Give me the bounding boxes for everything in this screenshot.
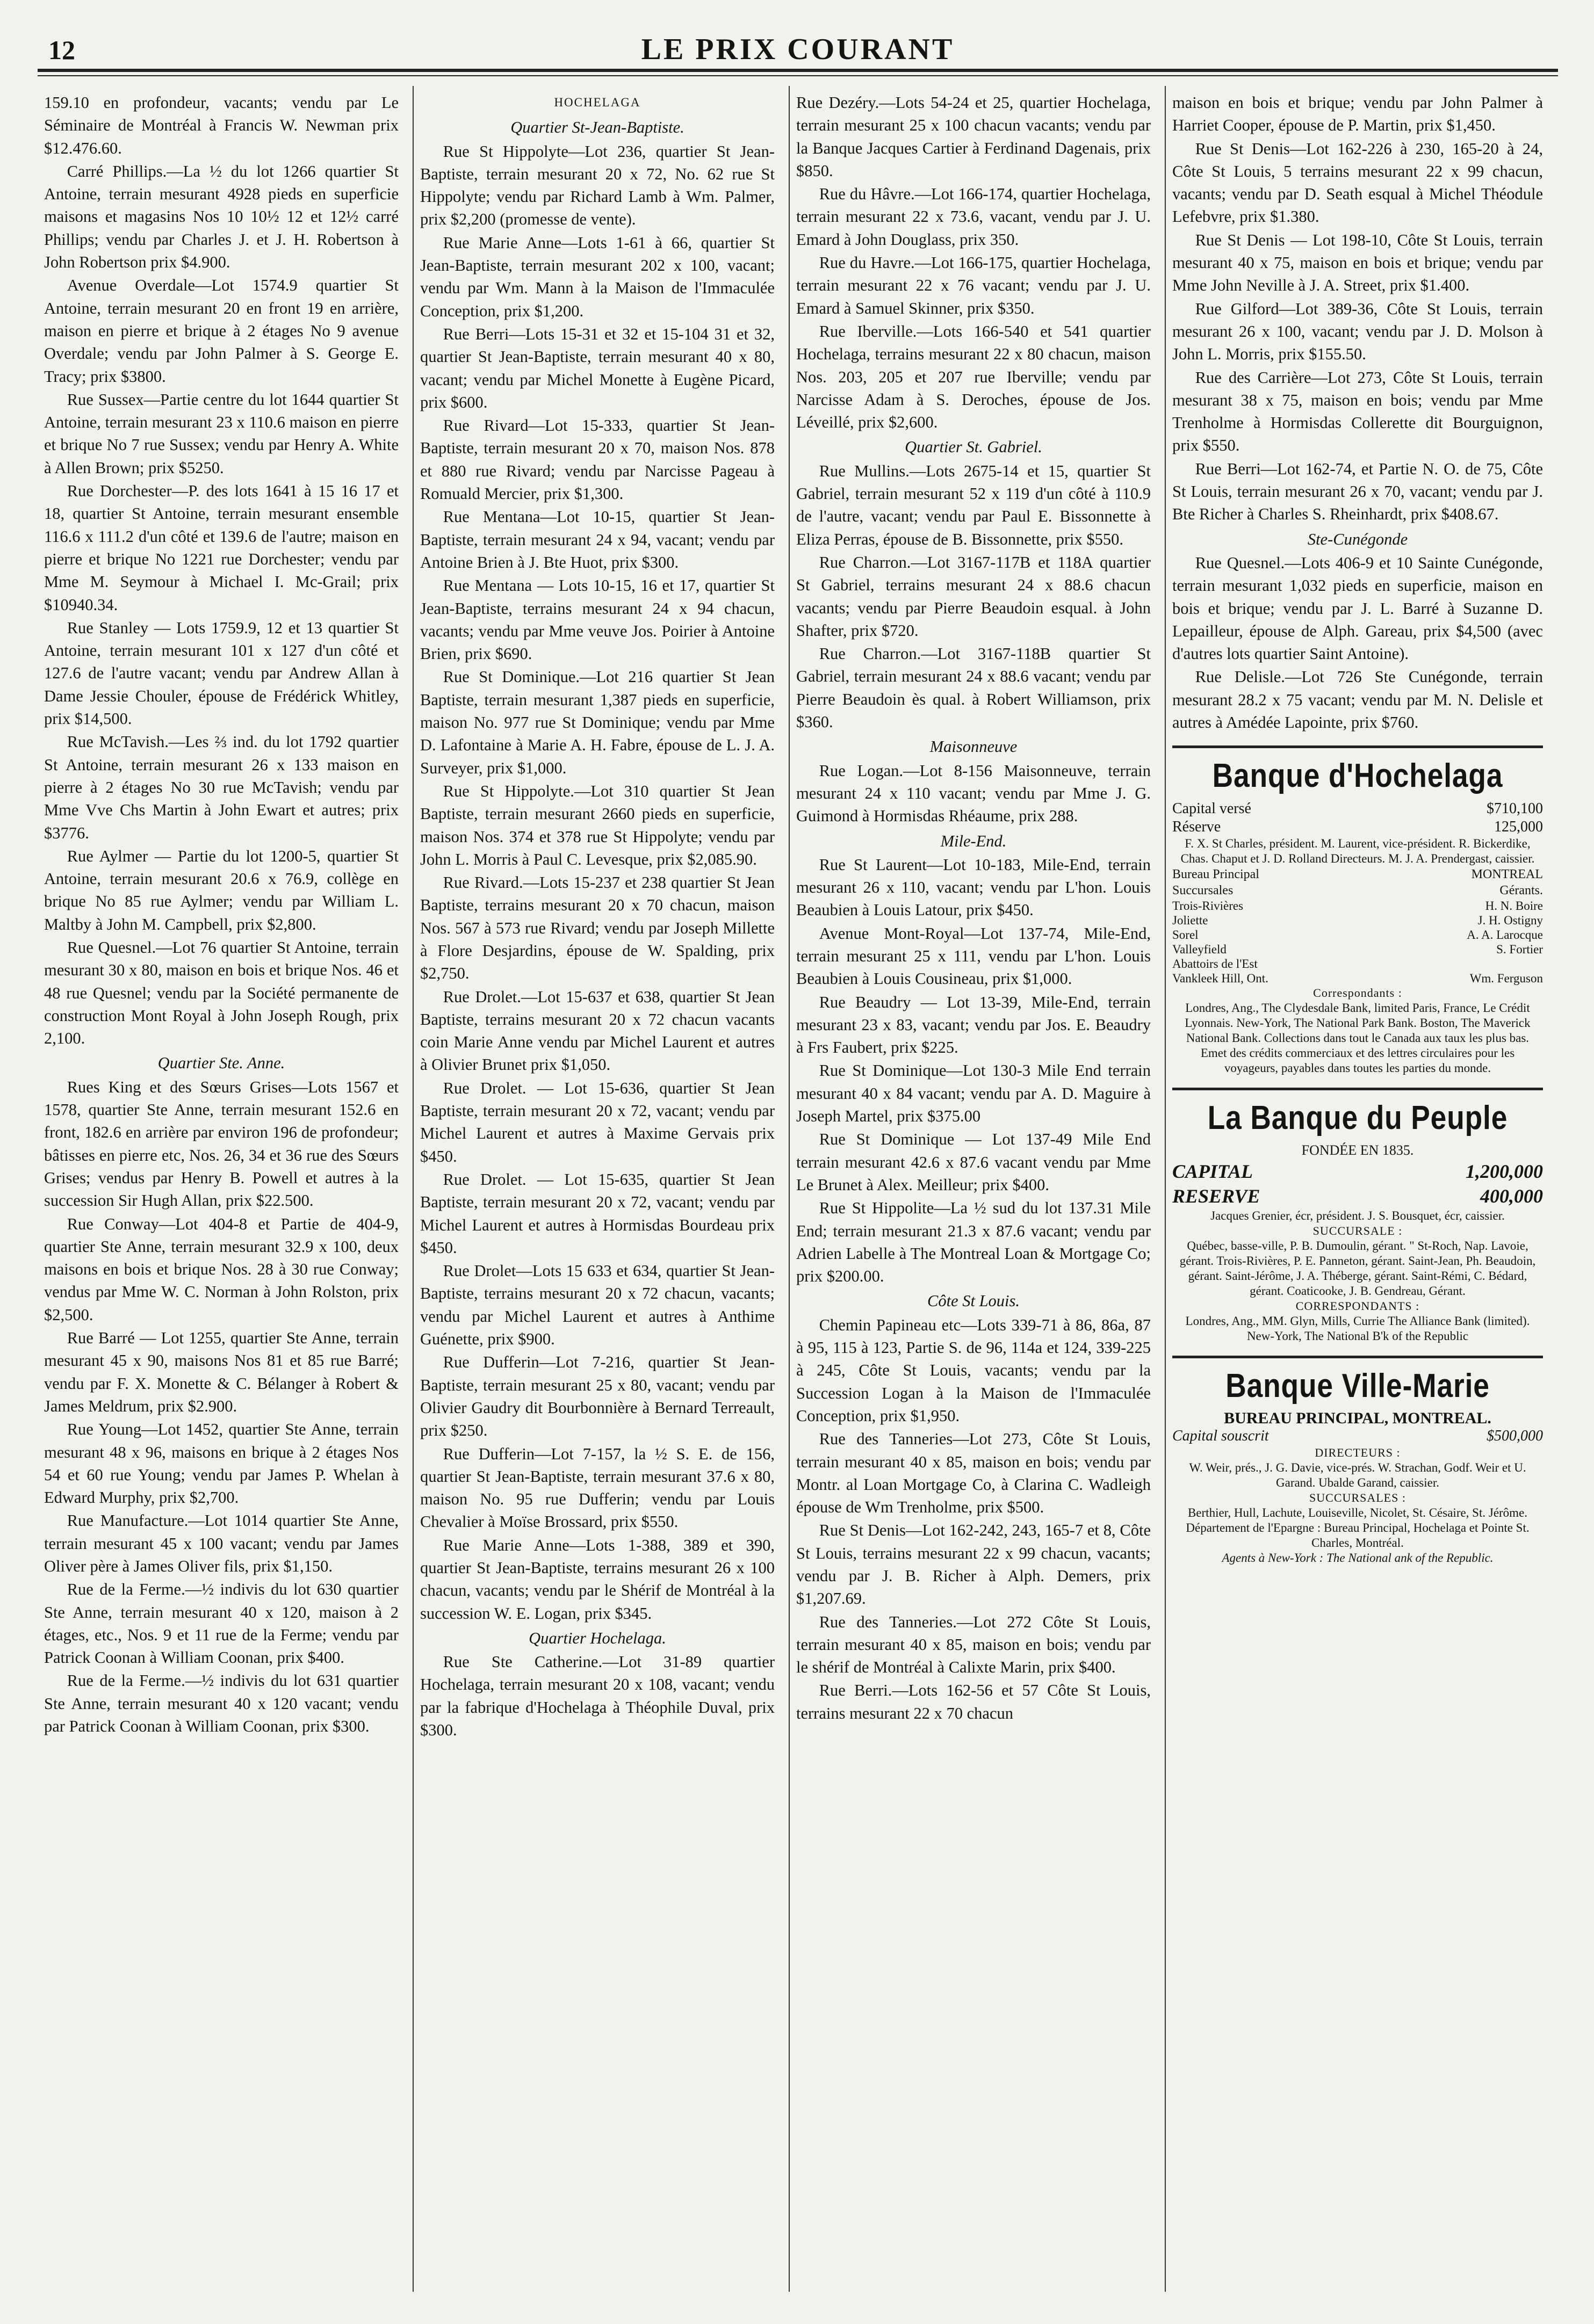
branch-city: Trois-Rivières [1172, 899, 1244, 913]
succursale-label: SUCCURSALE : [1312, 1224, 1403, 1238]
listing-entry: Rue Dorchester—P. des lots 1641 à 15 16 17 et 18, quartier St Antoine, terrain mesurant ensemble 116.6 x 111.2 d'un côté et 139.6 de l'autre; maison en pierre et brique No 1221 rue Dorchester; vendu par Mme M. Seymour à Michael I. Mc-Grail; prix $10940.34. [44, 482, 399, 614]
succursales-text: Berthier, Hull, Lachute, Louiseville, Nicolet, St. Césaire, St. Jérôme. [1187, 1506, 1528, 1520]
directors-text: W. Weir, prés., J. G. Davie, vice-prés. W. Strachan, Godf. Weir et U. Garand. Ubalde Garand, caissier. [1189, 1461, 1526, 1490]
column-3 [796, 91, 1151, 1725]
listing-entry: Rue St Denis—Lot 162-226 à 230, 165-20 à 24, Côte St Louis, 5 terrains mesurant 22 x 99 chacun, vacants; vendu par D. Seath esqual à Michel Théodule Lefebvre, prix $1.380. [1172, 139, 1543, 226]
listing-entry: Rue St Laurent—Lot 10-183, Mile-End, terrain mesurant 26 x 110, vacant; vendu par L'hon. Louis Beaubien à Louis Latour, prix $450. [796, 855, 1151, 920]
advertisement-banque-ville-marie [1172, 1356, 1543, 1566]
listing-entry: Avenue Mont-Royal—Lot 137-74, Mile-End, terrain mesurant 25 x 111, vendu par L'hon. Louis Beaubien à Louis Cousineau, prix $1,000. [796, 924, 1151, 988]
branch-row [1172, 899, 1543, 913]
bureau-line: BUREAU PRINCIPAL, MONTREAL. [1224, 1409, 1491, 1428]
reserve-row: RESERVE 400,000 [1172, 1185, 1543, 1207]
listing-entry: Rue Logan.—Lot 8-156 Maisonneuve, terrain mesurant 24 x 110 vacant; vendu par Mme J. G. Guimond à Hormisdas Rhéaume, prix 288. [796, 761, 1151, 826]
listing-entry: Rue St Dominique — Lot 137-49 Mile End terrain mesurant 42.6 x 87.6 vacant vendu par Mme Le Brunet à Alex. Meilleur; prix $400. [796, 1130, 1151, 1194]
section-heading: Maisonneuve [929, 737, 1018, 756]
reserve-row: Réserve 125,000 [1172, 819, 1543, 836]
section-heading: Quartier Hochelaga. [529, 1628, 666, 1647]
listing-entry: Rue de la Ferme.—½ indivis du lot 630 quartier Ste Anne, terrain mesurant 40 x 120, maison à 2 étages, etc., Nos. 9 et 11 rue de la Ferme; vendu par Patrick Coonan à William Coonan, prix $400. [44, 1580, 399, 1667]
column-4 [1172, 91, 1543, 1566]
listing-entry: Rue Aylmer — Partie du lot 1200-5, quartier St Antoine, terrain mesurant 20.6 x 76.9, collège en brique No 85 rue Aylmer; vendu par William L. Maltby à John M. Campbell, prix $2,800. [44, 846, 399, 933]
listing-entry: Rue Dezéry.—Lots 54-24 et 25, quartier Hochelaga, terrain mesurant 25 x 100 chacun vacants; vendu par la Banque Jacques Cartier à Ferdinand Dagenais, prix $850. [796, 93, 1151, 180]
newspaper-title: LE PRIX COURANT [641, 33, 955, 66]
listing-entry: Rue Drolet—Lots 15 633 et 634, quartier St Jean-Baptiste, terrains mesurant 20 x 72 chacun, vacants; vendu par Michel Laurent et autres à Anthime Guénette, prix $900. [420, 1262, 775, 1349]
branch-row [1172, 913, 1543, 928]
epargne-text: Département de l'Epargne : Bureau Principal, Hochelaga et Pointe St. Charles, Montréal. [1186, 1521, 1530, 1550]
advertisement-banque-hochelaga [1172, 745, 1543, 1076]
listing-entry: Avenue Overdale—Lot 1574.9 quartier St Antoine, terrain mesurant 20 en front 19 en arrière, maison en pierre et brique à 2 étages No 9 avenue Overdale; vendu par John Palmer à S. George E. Tracy; prix $3800. [44, 276, 399, 386]
listing-entry: Rue Charron.—Lot 3167-117B et 118A quartier St Gabriel, terrains mesurant 24 x 88.6 chacun vacants; vendu par Pierre Beaudoin esqual. à John Shafter, prix $720. [796, 553, 1151, 640]
branch-manager: J. H. Ostigny [1477, 914, 1543, 928]
listing-entry: Rue St Hippolyte—Lot 236, quartier St Jean-Baptiste, terrain mesurant 20 x 72, No. 62 rue St Hippolyte; vendu par Richard Lamb à Wm. Palmer, prix $2,200 (promesse de vente). [420, 142, 775, 229]
listing-entry: Rue Dufferin—Lot 7-157, la ½ S. E. de 156, quartier St Jean-Baptiste, terrain mesurant 37.6 x 80, maison No. 95 rue Dufferin; vendu par Louis Chevalier à Moïse Brossard, prix $550. [420, 1444, 775, 1531]
listing-entry: Rues King et des Sœurs Grises—Lots 1567 et 1578, quartier Ste Anne, terrain mesurant 152.6 en front, 182.6 en arrière par environ 196 de profondeur; bâtisses en pierre etc, Nos. 26, 34 et 36 rue des Sœurs Grises; vendus par Henry B. Powell et autres à la succession Sir Hugh Allan, prix $22.500. [44, 1077, 399, 1210]
listing-entry: Rue Rivard—Lot 15-333, quartier St Jean-Baptiste, terrain mesurant 20 x 70, maison Nos. 878 et 880 rue Rivard; vendu par Narcisse Pageau à Romuald Mercier, prix $1,300. [420, 416, 775, 503]
listing-entry: Rue Delisle.—Lot 726 Ste Cunégonde, terrain mesurant 28.2 x 75 vacant; vendu par M. N. Delisle et autres à Amédée Lapointe, prix $760. [1172, 668, 1543, 732]
listing-entry: Rue Drolet. — Lot 15-635, quartier St Jean Baptiste, terrain mesurant 20 x 72, vacant; vendu par Michel Laurent et autres à Hormisdas Bourdeau prix $450. [420, 1170, 775, 1257]
column-1 [44, 91, 399, 1737]
agents-text: Agents à New-York : The National ank of the Republic. [1222, 1551, 1494, 1565]
bank-directors: F. X. St Charles, président. M. Laurent, vice-président. R. Bickerdike, Chas. Chaput et J. D. Rolland Directeurs. M. J. A. Prendergast, caissier. [1180, 837, 1535, 866]
listing-entry: Rue St Hippolite—La ½ sud du lot 137.31 Mile End; terrain mesurant 21.3 x 87.6 vacant; vendu par Adrien Labelle à The Montreal Loan & Mortgage Co; prix $200.00. [796, 1199, 1151, 1286]
capital-row: Capital souscrit $500,000 [1172, 1428, 1543, 1445]
listing-entry: 159.10 en profondeur, vacants; vendu par Le Séminaire de Montréal à Francis W. Newman prix $12.476.60. [44, 93, 399, 157]
section-heading: Quartier Ste. Anne. [157, 1054, 285, 1073]
listing-entry: Rue Drolet. — Lot 15-636, quartier St Jean Baptiste, terrain mesurant 20 x 72, vacant; vendu par Michel Laurent et autres à Maxime Gervais prix $450. [420, 1078, 775, 1165]
bank-name: La Banque du Peuple [1207, 1099, 1508, 1137]
listing-entry: Rue St Dominique.—Lot 216 quartier St Jean Baptiste, terrain mesurant 1,387 pieds en superficie, maison No. 977 rue St Dominique; vendu par Mme D. Lafontaine à Marie A. H. Fabre, épouse de L. J. A. Surveyer, prix $1,000. [420, 668, 775, 777]
header-rule [38, 69, 1558, 72]
page-number: 12 [48, 35, 75, 65]
listing-entry: Rue McTavish.—Les ⅔ ind. du lot 1792 quartier St Antoine, terrain mesurant 26 x 133 maison en pierre à 2 étages No 30 rue McTavish; vendu par Mme Vve Chs Martin à John Ewart et autres; prix $3776. [44, 733, 399, 842]
correspondents-label: Correspondants : [1313, 986, 1402, 1000]
listing-entry: Rue Conway—Lot 404-8 et Partie de 404-9, quartier Ste Anne, terrain mesurant 32.9 x 100, deux maisons en bois et brique Nos. 28 à 30 rue Conway; vendus par Mme W. C. Norman à John Rolston, prix $2,500. [44, 1214, 399, 1324]
listing-entry: Rue du Hâvre.—Lot 166-174, quartier Hochelaga, terrain mesurant 22 x 73.6, vacant, vendu par J. U. Emard à John Douglass, prix 350. [796, 185, 1151, 249]
correspondents-label: CORRESPONDANTS : [1295, 1299, 1420, 1313]
page-header [38, 23, 1558, 66]
listing-entry: Rue Rivard.—Lots 15-237 et 238 quartier St Jean Baptiste, terrains mesurant 20 x 70 chacun, maison Nos. 567 à 573 rue Rivard; vendu par Joseph Millette à Flore Desjardins, épouse de W. Spalding, prix $2,750. [420, 873, 775, 983]
listing-entry: Rue Quesnel.—Lot 76 quartier St Antoine, terrain mesurant 30 x 80, maison en bois et brique Nos. 46 et 48 rue Quesnel; vendu par la Société permanente de construction Mont Royal à John Joseph Rough, prix 2,100. [44, 938, 399, 1048]
listing-entry: Rue Sussex—Partie centre du lot 1644 quartier St Antoine, terrain mesurant 23 x 110.6 maison en pierre et brique No 7 rue Sussex; vendu par Henry A. White à Allen Brown; prix $5250. [44, 390, 399, 477]
listing-entry: Rue St Denis—Lot 162-242, 243, 165-7 et 8, Côte St Louis, terrains mesurant 22 x 99 chacun, vacants; vendu par J. B. Richer à Alph. Demers, prix $1,207.69. [796, 1521, 1151, 1608]
correspondents-text: Londres, Ang., The Clydesdale Bank, limited Paris, France, Le Crédit Lyonnais. New-York, The National Park Bank. Boston, The Maverick National Bank. Collections dans tout le Canada aux taux les plus bas. Emet des crédits commerciaux et des lettres circulaires pour les voyageurs, payables dans toutes les parties du monde. [1185, 1001, 1531, 1075]
section-heading: Mile-End. [940, 831, 1007, 850]
listing-entry: Rue Dufferin—Lot 7-216, quartier St Jean-Baptiste, terrain mesurant 25 x 80, vacant; vendu par Olivier Gaudry dit Bourbonnière à Bernard Terreault, prix $250. [420, 1353, 775, 1440]
listing-entry: Rue de la Ferme.—½ indivis du lot 631 quartier Ste Anne, terrain mesurant 40 x 120 vacant; vendu par Patrick Coonan à William Coonan, prix $300. [44, 1671, 399, 1736]
branch-row [1172, 942, 1543, 957]
branch-city: Sorel [1172, 928, 1199, 942]
listing-entry: Rue Mullins.—Lots 2675-14 et 15, quartier St Gabriel, terrain mesurant 52 x 119 d'un côté à 110.9 de l'autre, vacant; vendu par Paul E. Bissonnette à Eliza Perras, épouse de B. Bissonnette, prix $550. [796, 461, 1151, 548]
bank-name: Banque Ville-Marie [1225, 1367, 1490, 1405]
header-rule-thin [38, 75, 1558, 76]
column-divider [789, 86, 790, 2292]
capital-row: Capital versé $710,100 [1172, 800, 1543, 817]
branch-city: Valleyfield [1172, 943, 1227, 957]
listing-entry: Rue Barré — Lot 1255, quartier Ste Anne, terrain mesurant 45 x 90, maisons Nos 81 et 85 rue Barré; vendu par F. X. Monette & C. Bélanger à Robert & James Meldrum, prix $2.900. [44, 1329, 399, 1415]
column-divider [1165, 86, 1166, 2292]
listing-entry: Rue Gilford—Lot 389-36, Côte St Louis, terrain mesurant 26 x 100, vacant; vendu par J. D. Molson à John L. Morris, prix $155.50. [1172, 299, 1543, 364]
section-heading: Quartier St-Jean-Baptiste. [510, 118, 684, 137]
branch-city: Abattoirs de l'Est [1172, 957, 1258, 971]
listing-entry: Rue Young—Lot 1452, quartier Ste Anne, terrain mesurant 48 x 96, maisons en brique à 2 étages Nos 54 et 60 rue Young; vendu par James P. Whelan à Edward Murphy, prix $2,700. [44, 1420, 399, 1507]
advertisement-banque-du-peuple [1172, 1088, 1543, 1344]
listing-entry: Rue du Havre.—Lot 166-175, quartier Hochelaga, terrain mesurant 22 x 76 vacant; vendu par J. U. Emard à Samuel Skinner, prix $350. [796, 254, 1151, 317]
section-heading: Quartier St. Gabriel. [905, 438, 1042, 457]
bureau-row: Bureau Principal MONTREAL [1172, 867, 1543, 882]
branch-header-row: Succursales Gérants. [1172, 884, 1543, 898]
listing-entry: Rue Manufacture.—Lot 1014 quartier Ste Anne, terrain mesurant 45 x 100 vacant; vendu par James Oliver père à James Oliver fils, prix $1,150. [44, 1511, 399, 1575]
founded-line: FONDÉE EN 1835. [1301, 1142, 1414, 1159]
listing-entry: Rue Mentana — Lots 10-15, 16 et 17, quartier St Jean-Baptiste, terrains mesurant 24 x 94 chacun, vacants; vendu par Mme veuve Jos. Poirier à Antoine Brien, prix $690. [420, 576, 775, 663]
section-heading: Côte St Louis. [927, 1292, 1020, 1311]
listing-entry: Rue St Dominique—Lot 130-3 Mile End terrain mesurant 40 x 84 vacant; vendu par A. D. Maguire à Joseph Martel, prix $375.00 [796, 1061, 1151, 1126]
listing-entry: Rue des Tanneries.—Lot 272 Côte St Louis, terrain mesurant 40 x 85, maison en bois; vendu par le shérif de Montréal à Calixte Marin, prix $400. [796, 1612, 1151, 1677]
listing-entry: Rue Marie Anne—Lots 1-61 à 66, quartier St Jean-Baptiste, terrain mesurant 202 x 100, vacant; vendu par Wm. Mann à la Maison de l'Immaculée Conception, prix $1,200. [420, 233, 775, 320]
branch-manager: Wm. Ferguson [1469, 972, 1543, 986]
listing-entry: Rue Berri—Lot 162-74, et Partie N. O. de 75, Côte St Louis, terrain mesurant 26 x 70, vacant; vendu par J. Bte Richer à Charles S. Rheinhardt, prix $408.67. [1172, 459, 1543, 524]
branch-manager: H. N. Boire [1485, 899, 1543, 913]
listing-entry: Rue Berri—Lots 15-31 et 32 et 15-104 31 et 32, quartier St Jean-Baptiste, terrain mesurant 40 x 80, vacant; vendu par Michel Monette à Eugène Picard, prix $600. [420, 324, 775, 411]
listing-entry: Rue Charron.—Lot 3167-118B quartier St Gabriel, terrain mesurant 24 x 88.6 vacant; vendu par Pierre Beaudoin ès qual. à Robert Williamson, prix $360. [796, 645, 1151, 732]
listing-entry: Rue Marie Anne—Lots 1-388, 389 et 390, quartier St Jean-Baptiste, terrains mesurant 26 x 100 chacun, vacants; vendu par le Shérif de Montréal à la succession W. E. Logan, prix $345. [420, 1536, 775, 1623]
bank-officers: Jacques Grenier, écr, président. J. S. Bousquet, écr, caissier. [1210, 1209, 1505, 1223]
column-2 [420, 91, 775, 1741]
branch-row [1172, 971, 1543, 986]
listing-entry: Rue Ste Catherine.—Lot 31-89 quartier Hochelaga, terrain mesurant 20 x 108, vacant; vendu par la fabrique d'Hochelaga à Théophile Duval, prix $300. [420, 1653, 775, 1740]
branch-manager: A. A. Larocque [1467, 928, 1543, 942]
listing-entry: Carré Phillips.—La ½ du lot 1266 quartier St Antoine, terrain mesurant 4928 pieds en superficie maisons et magasins Nos 10 10½ 12 et 12½ carré Phillips; vendu par Charles J. et J. H. Robertson à John Robertson prix $4.900. [44, 162, 399, 272]
listing-entry: Chemin Papineau etc—Lots 339-71 à 86, 86a, 87 à 95, 115 à 123, Partie S. de 96, 114a et 124, 339-225 à 245, Côte St Louis, vacants; vendu par la Succession Logan à la Maison de l'Immaculée Conception, prix $1,950. [796, 1315, 1151, 1425]
bank-name: Banque d'Hochelaga [1212, 757, 1503, 795]
branch-manager: S. Fortier [1496, 943, 1543, 957]
listing-entry: Rue Stanley — Lots 1759.9, 12 et 13 quartier St Antoine, terrain mesurant 101 x 127 d'un côté et 127.6 de l'autre vacant; vendu par Andrew Allan à Dame Jessie Chouler, épouse de Frédérick Whitley, prix $14,500. [44, 618, 399, 728]
capital-row: CAPITAL 1,200,000 [1172, 1161, 1543, 1183]
listing-entry: Rue Drolet.—Lot 15-637 et 638, quartier St Jean Baptiste, terrains mesurant 20 x 72 chacun vacants coin Marie Anne vendu par Michel Laurent et autres à Olivier Brunet prix $1,050. [420, 987, 775, 1074]
listing-entry: Rue des Carrière—Lot 273, Côte St Louis, terrain mesurant 38 x 75, maison en bois; vendu par Mme Trenholme à Hormisdas Collerette dit Bourguignon, prix $550. [1172, 368, 1543, 455]
succursales-label: SUCCURSALES : [1309, 1491, 1406, 1505]
listing-entry: Rue Mentana—Lot 10-15, quartier St Jean-Baptiste, terrain mesurant 24 x 94, vacant; vendu par Antoine Brien à J. Bte Huot, prix $300. [420, 508, 775, 571]
branch-city: Joliette [1172, 914, 1208, 928]
listing-entry: maison en bois et brique; vendu par John Palmer à Harriet Cooper, épouse de P. Martin, prix $1,450. [1172, 93, 1543, 135]
district-heading: HOCHELAGA [554, 96, 641, 109]
listing-entry: Rue St Hippolyte.—Lot 310 quartier St Jean Baptiste, terrain mesurant 2660 pieds en superficie, maison Nos. 374 et 378 rue St Hippolyte; vendu par John L. Morris à Paul C. Levesque, prix $2,085.90. [420, 781, 775, 868]
section-heading: Ste-Cunégonde [1307, 530, 1408, 548]
listing-entry: Rue Iberville.—Lots 166-540 et 541 quartier Hochelaga, terrains mesurant 22 x 80 chacun, maison Nos. 203, 205 et 207 rue Iberville; vendu par Narcisse Adam à S. Deroches, épouse de Jos. Léveillé, prix $2,600. [796, 322, 1151, 432]
branch-city: Vankleek Hill, Ont. [1172, 972, 1268, 986]
branch-row [1172, 928, 1543, 942]
correspondents-text: Londres, Ang., MM. Glyn, Mills, Currie The Alliance Bank (limited). New-York, The National B'k of the Republic [1185, 1314, 1530, 1343]
column-divider [413, 86, 414, 2292]
listing-entry: Rue Quesnel.—Lots 406-9 et 10 Sainte Cunégonde, terrain mesurant 1,032 pieds en superficie, maison en bois et brique; vendu par J. L. Barré à Suzanne D. Lepailleur, épouse de Alph. Gareau, prix $4,500 (avec d'autres lots quartier Saint Antoine). [1172, 553, 1543, 663]
directors-label: DIRECTEURS : [1315, 1446, 1401, 1460]
listing-entry: Rue Berri.—Lots 162-56 et 57 Côte St Louis, terrains mesurant 22 x 70 chacun [796, 1681, 1151, 1722]
succursale-list: Québec, basse-ville, P. B. Dumoulin, gérant. " St-Roch, Nap. Lavoie, gérant. Trois-Rivières, P. E. Panneton, gérant. Saint-Jean, Ph. Beaudoin, gérant. Saint-Jérôme, J. A. Théberge, gérant. Saint-Rémi, C. Bédard, gérant. Coaticooke, J. B. Gendreau, Gérant. [1179, 1239, 1536, 1298]
listing-entry: Rue des Tanneries—Lot 273, Côte St Louis, terrain mesurant 40 x 85, maison en bois; vendu par Montr. al Loan Mortgage Co, à Clarina C. Wadleigh épouse de Wm Trenholme, prix $500. [796, 1430, 1151, 1517]
listing-entry: Rue Beaudry — Lot 13-39, Mile-End, terrain mesurant 23 x 83, vacant; vendu par Jos. E. Beaudry à Frs Faubert, prix $225. [796, 993, 1151, 1057]
branch-row [1172, 957, 1543, 971]
listing-entry: Rue St Denis — Lot 198-10, Côte St Louis, terrain mesurant 40 x 75, maison en bois et brique; vendu par Mme John Neville à J. A. Street, prix $1.400. [1172, 230, 1543, 295]
